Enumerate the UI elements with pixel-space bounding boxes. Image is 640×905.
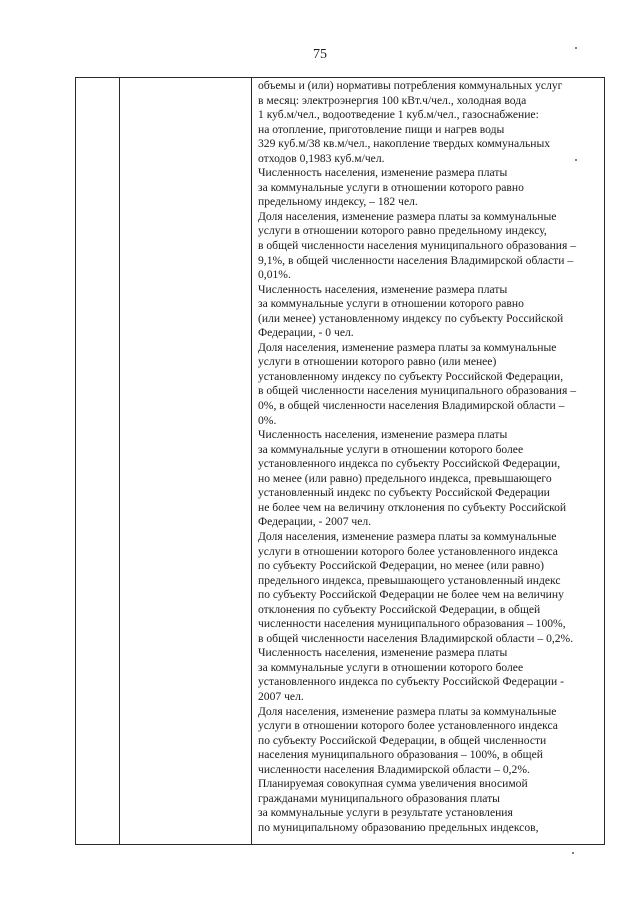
page-number: 75: [313, 47, 327, 62]
text-line: по субъекту Российской Федерации, но менее (или равно): [258, 559, 544, 573]
text-line: Численность населения, изменение размера платы: [258, 428, 508, 442]
text-line: отклонения по субъекту Российской Федерации, в общей: [258, 602, 541, 616]
text-line: Численность населения, изменение размера платы: [258, 282, 508, 296]
text-line: отходов 0,1983 куб.м/чел.: [258, 151, 385, 165]
text-line: услуги в отношении которого равно (или менее): [258, 355, 497, 369]
text-line: Доля населения, изменение размера платы за коммунальные: [258, 529, 557, 543]
text-line: гражданами муниципального образования платы: [258, 791, 500, 805]
text-line: Численность населения, изменение размера платы: [258, 166, 508, 180]
text-line: 0,01%.: [258, 268, 291, 282]
text-line: за коммунальные услуги в отношении которого более: [258, 660, 524, 674]
text-line: населения муниципального образования – 100%, в общей: [258, 748, 543, 762]
cell-text-body: [258, 79, 602, 835]
text-line: Доля населения, изменение размера платы за коммунальные: [258, 704, 557, 718]
text-line: Федерации, - 0 чел.: [258, 326, 354, 340]
text-line: установленный индекс по субъекту Российской Федерации: [258, 486, 550, 500]
text-line: численности населения муниципального образования – 100%,: [258, 617, 566, 631]
text-line: Федерации, - 2007 чел.: [258, 515, 372, 529]
text-line: по субъекту Российской Федерации не более чем на величину: [258, 588, 564, 602]
text-line: предельному индексу, – 182 чел.: [258, 195, 418, 209]
table-cell-column-2: [120, 78, 252, 845]
document-table: [75, 77, 605, 845]
table-cell-column-1: [76, 78, 120, 845]
text-line: услуги в отношении которого равно предельному индексу,: [258, 224, 547, 238]
text-line: в общей численности населения муниципального образования –: [258, 384, 577, 398]
text-line: 329 куб.м/38 кв.м/чел., накопление твердых коммунальных: [258, 137, 551, 151]
text-line: 2007 чел.: [258, 689, 304, 703]
text-line: предельного индекса, превышающего установленный индекс: [258, 573, 561, 587]
text-line: 0%, в общей численности населения Владимирской области –: [258, 399, 565, 413]
scan-speck: [572, 852, 574, 854]
text-line: по субъекту Российской Федерации, в общей численности: [258, 733, 547, 747]
text-line: за коммунальные услуги в результате установления: [258, 806, 513, 820]
text-line: объемы и (или) нормативы потребления коммунальных услуг: [258, 79, 563, 92]
text-line: за коммунальные услуги в отношении которого более: [258, 442, 524, 456]
text-line: в месяц: электроэнергия 100 кВт.ч/чел., холодная вода: [258, 93, 527, 107]
text-line: установленного индекса по субъекту Российской Федерации,: [258, 457, 561, 471]
text-line: численности населения Владимирской области – 0,2%.: [258, 762, 530, 776]
text-line: установленному индексу по субъекту Российской Федерации,: [258, 369, 564, 383]
text-line: но менее (или равно) предельного индекса, превышающего: [258, 471, 552, 485]
text-line: по муниципальному образованию предельных индексов,: [258, 820, 539, 834]
table-row: [76, 78, 605, 845]
scan-speck: [575, 159, 577, 161]
scan-speck: [575, 47, 577, 49]
text-line: в общей численности населения Владимирской области – 0,2%.: [258, 631, 574, 645]
text-line: установленного индекса по субъекту Российской Федерации -: [258, 675, 564, 689]
text-line: не более чем на величину отклонения по субъекту Российской: [258, 500, 567, 514]
text-line: услуги в отношении которого более установленного индекса: [258, 719, 558, 733]
text-line: 0%.: [258, 413, 277, 427]
text-line: Доля населения, изменение размера платы за коммунальные: [258, 340, 557, 354]
text-line: 1 куб.м/чел., водоотведение 1 куб.м/чел., газоснабжение:: [258, 108, 539, 122]
text-line: Доля населения, изменение размера платы за коммунальные: [258, 209, 557, 223]
text-line: в общей численности населения муниципального образования –: [258, 239, 577, 253]
text-line: на отопление, приготовление пищи и нагрев воды: [258, 122, 505, 136]
text-line: 9,1%, в общей численности населения Владимирской области –: [258, 253, 574, 267]
text-line: Численность населения, изменение размера платы: [258, 646, 508, 660]
text-line: за коммунальные услуги в отношении которого равно: [258, 297, 524, 311]
text-line: Планируемая совокупная сумма увеличения вносимой: [258, 777, 528, 791]
table-cell-column-3: [252, 78, 605, 845]
text-line: (или менее) установленному индексу по субъекту Российской: [258, 311, 564, 325]
text-line: за коммунальные услуги в отношении которого равно: [258, 180, 524, 194]
text-line: услуги в отношении которого более установленного индекса: [258, 544, 558, 558]
